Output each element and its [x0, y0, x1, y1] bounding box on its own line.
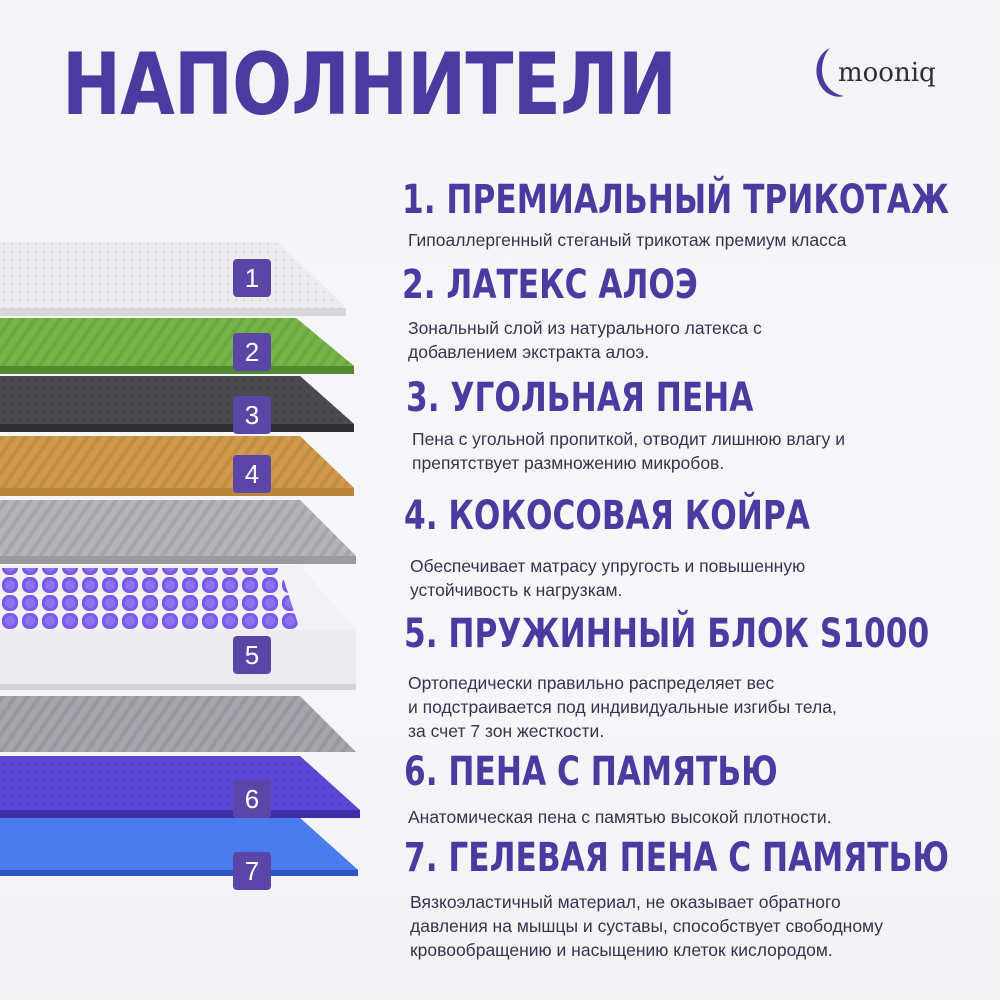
- layer-3-description: Пена с угольной пропиткой, отводит лишнюю влагу и препятствует размножению микробов.: [412, 429, 846, 473]
- layer-felt-top: [0, 500, 356, 564]
- layer-badge-5: 5: [233, 636, 271, 674]
- brand-logo: [808, 44, 958, 104]
- layer-5-description: Ортопедически правильно распределяет вес и подстраивается под индивидуальные изгибы тела, за счет 7 зон жесткости.: [408, 673, 837, 741]
- layer-7-gel-foam: [0, 818, 358, 876]
- layer-badge-1: 1: [233, 259, 271, 297]
- layer-badge-6: 6: [233, 780, 271, 818]
- layer-7-heading: 7. ГЕЛЕВАЯ ПЕНА С ПАМЯТЬЮ: [404, 835, 949, 881]
- layer-4-coconut-coir: [0, 436, 354, 496]
- layer-3-charcoal-foam: [0, 376, 354, 432]
- layer-1-description: Гипоаллергенный стеганый трикотаж премиум класса: [408, 230, 847, 250]
- layer-5-heading: 5. ПРУЖИННЫЙ БЛОК S1000: [404, 611, 930, 657]
- layer-2-aloe-latex: [0, 318, 354, 374]
- layer-2-heading: 2. ЛАТЕКС АЛОЭ: [402, 262, 698, 308]
- brand-name: mooniq: [838, 58, 936, 88]
- layer-badge-7: 7: [233, 852, 271, 890]
- layer-6-description: Анатомическая пена с памятью высокой плотности.: [408, 807, 832, 827]
- mattress-layers-illustration: [0, 0, 380, 1000]
- page-title: НАПОЛНИТЕЛИ: [62, 35, 677, 135]
- layer-6-heading: 6. ПЕНА С ПАМЯТЬЮ: [404, 749, 778, 795]
- layer-7-description: Вязкоэластичный материал, не оказывает обратного давления на мышцы и суставы, способствует свободному кровообращению и насыщению клеток кислородом.: [410, 892, 884, 960]
- layer-badge-2: 2: [233, 333, 271, 371]
- layer-4-description: Обеспечивает матрасу упругость и повышенную устойчивость к нагрузкам.: [410, 556, 806, 600]
- layer-4-heading: 4. КОКОСОВАЯ КОЙРА: [404, 493, 810, 539]
- layer-1-heading: 1. ПРЕМИАЛЬНЫЙ ТРИКОТАЖ: [402, 177, 950, 223]
- layer-1-knitted-fabric: [0, 242, 346, 316]
- layer-6-memory-foam: [0, 756, 360, 818]
- layer-5-spring-block: [0, 566, 356, 690]
- layer-2-description: Зональный слой из натурального латекса с добавлением экстракта алоэ.: [408, 318, 762, 362]
- layer-felt-bottom: [0, 696, 356, 752]
- layer-3-heading: 3. УГОЛЬНАЯ ПЕНА: [406, 375, 754, 421]
- layer-badge-4: 4: [233, 455, 271, 493]
- layer-badge-3: 3: [233, 396, 271, 434]
